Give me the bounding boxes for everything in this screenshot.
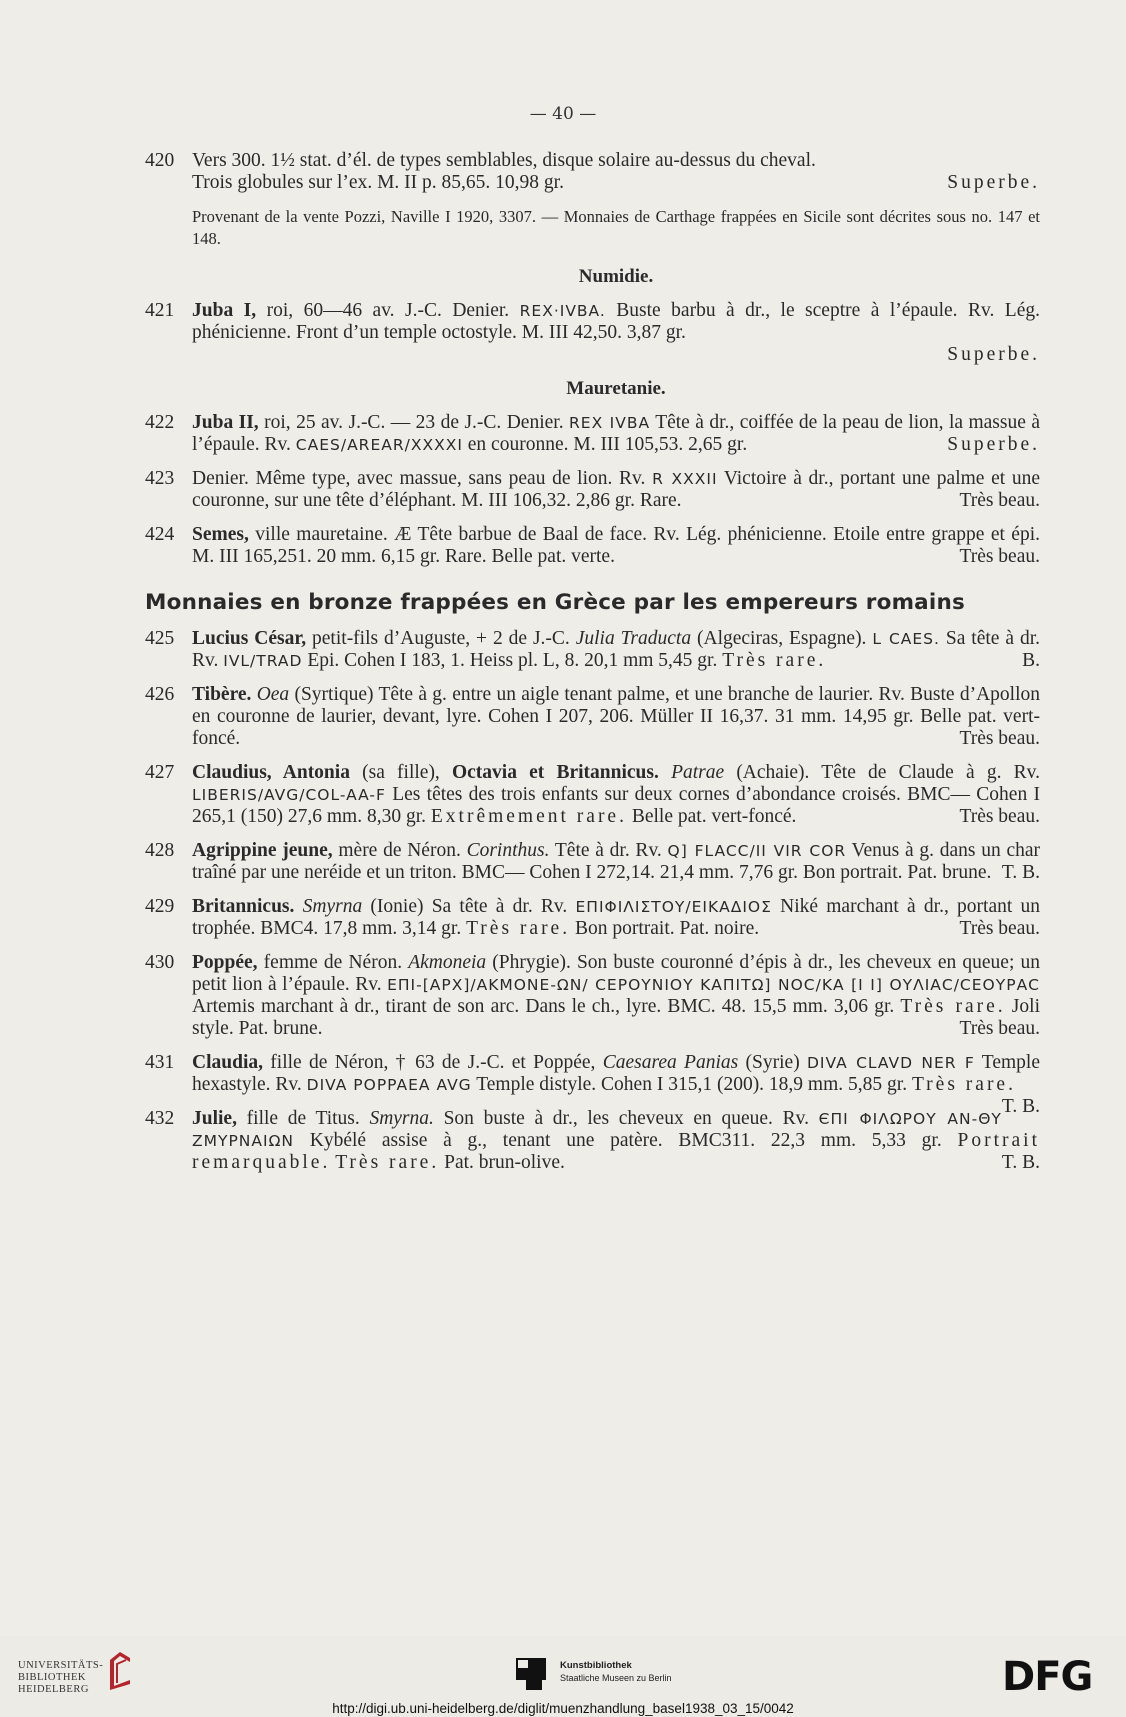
entry-text: Son buste à dr., les cheveux en queue. Rv. (433, 1108, 819, 1129)
entry-text: Niké marchant à dr., portant un trophée. BMC4. 17,8 mm. 3,14 gr. (192, 896, 1040, 939)
entry-number: 424 (145, 524, 175, 545)
entry-text: (Syrie) (738, 1052, 807, 1073)
entry-text: Temple distyle. Cohen I 315,1 (200). 18,9 mm. 5,85 gr. (471, 1074, 912, 1095)
entry-number: 427 (145, 762, 175, 783)
rarity: Portrait remarquable. (192, 1130, 1040, 1173)
coin-legend: DIVA POPPAEA AVG (306, 1076, 472, 1094)
university-library-label (18, 1660, 103, 1696)
coin-legend: REX·IVBA. (519, 302, 606, 320)
coin-legend: IVL/TRAD (223, 652, 303, 670)
entry-429 (145, 896, 1040, 940)
entry-text: Buste barbu à dr., le sceptre à l’épaule. Rv. Lég. phénicienne. Front d’un temple octostyle. M. III 42,50. 3,87 gr. (192, 300, 1040, 343)
university-logo-icon (106, 1650, 134, 1692)
region-heading-mauretanie: Mauretanie. (566, 378, 666, 399)
provenance-note: Provenant de la vente Pozzi, Naville I 1920, 3307. — Monnaies de Carthage frappées en Sicile sont décrites sous no. 147 et 148. (192, 207, 1040, 248)
entry-text: femme de Néron. (257, 952, 409, 973)
entry-text: Kybélé assise à g., tenant une patère. BMC311. 22,3 mm. 5,33 gr. (294, 1130, 958, 1151)
entry-431 (145, 1052, 1040, 1117)
entry-424 (145, 524, 1040, 568)
entry-text: Temple hexastyle. Rv. (192, 1052, 1040, 1095)
entry-number: 430 (145, 952, 175, 973)
entry-text: Venus à g. dans un char traîné par une neréide et un triton. BMC— Cohen I 272,14. 21,4 mm. 7,76 gr. Bon portrait. Pat. brune. (192, 840, 1041, 883)
entry-text: mère de Néron. (332, 840, 467, 861)
grade: Très beau. (959, 806, 1040, 827)
entry-text-line1: Vers 300. 1½ stat. d’él. de types semblables, disque solaire au-dessus du cheval. (192, 150, 816, 171)
grade: Très beau. (959, 490, 1040, 511)
grade: T. B. (1001, 1096, 1040, 1117)
ruler-name: Juba I, (192, 300, 257, 321)
ruler-name: Julie, (192, 1108, 237, 1129)
entry-text: Epi. Cohen I 183, 1. Heiss pl. L, 8. 20,1 mm 5,45 gr. (302, 650, 723, 671)
entry-number: 422 (145, 412, 175, 433)
entry-number: 425 (145, 628, 175, 649)
entry-text: fille de Titus. (236, 1108, 370, 1129)
grade: Superbe. (947, 344, 1040, 365)
city-name: Semes, (192, 524, 249, 545)
ruler-name: Lucius César, (192, 628, 307, 649)
entry-text: roi, 60—46 av. J.-C. Denier. (256, 300, 520, 321)
uni-line: UNIVERSITÄTS- (18, 1660, 104, 1671)
ruler-name: Claudia, (192, 1052, 263, 1073)
grade: Très beau. (959, 728, 1040, 749)
entry-text: Joli style. Pat. brune. (192, 996, 1040, 1039)
grade: Très beau. (959, 546, 1040, 567)
region-heading-numidie: Numidie. (578, 266, 654, 287)
entry-number: 431 (145, 1052, 175, 1073)
entry-text: Belle pat. vert-foncé. (626, 806, 797, 827)
ruler-name: Claudius, Antonia (192, 762, 350, 783)
page-number: — 40 — (529, 104, 597, 124)
entry-number: 429 (145, 896, 175, 917)
mint-place: Patrae (671, 762, 725, 783)
digitization-footer (0, 1636, 1126, 1717)
catalogue-content (145, 150, 1040, 1186)
coin-legend: CAES/AREAR/XXXXI (295, 436, 463, 454)
mint-place: Smyrna (302, 896, 363, 917)
entry-432 (145, 1108, 1040, 1174)
uni-line: HEIDELBERG (18, 1684, 89, 1695)
entry-text: (sa fille), (349, 762, 452, 783)
entry-423 (145, 468, 1040, 512)
ruler-name: Juba II, (192, 412, 259, 433)
entry-text: (Phrygie). Son buste couronné d’épis à dr., les cheveux en queue; un petit lion à l’épaule. Rv. (192, 952, 1040, 995)
entry-text: ville mauretaine. Æ Tête barbue de Baal de face. Rv. Lég. phénicienne. Etoile entre grappe et épi. M. III 165,251. 20 mm. 6,15 gr. Rare. Belle pat. verte. (192, 524, 1040, 567)
entry-427 (145, 762, 1040, 828)
entry-text: (Syrtique) Tête à g. entre un aigle tenant palme, et une branche de laurier. Rv. Buste d’Apollon en couronne de laurier, devant, lyre. Cohen I 207, 206. Müller II 16,37. 31 mm. 14,95 gr. Belle pat. vert-foncé. (192, 684, 1040, 749)
coin-legend: LIBERIS/AVG/COL-AA-F (192, 786, 386, 804)
ruler-name: Octavia et Britannicus. (451, 762, 659, 783)
entry-text: Pat. brun-olive. (439, 1152, 565, 1173)
entry-text: Tête à dr., coiffée de la peau de lion, la massue à l’épaule. Rv. (192, 412, 1040, 455)
uni-line: BIBLIOTHEK (18, 1672, 86, 1683)
entry-number: 432 (145, 1108, 175, 1129)
grade: T. B. (1001, 862, 1040, 883)
entry-text: Denier. Même type, avec massue, sans peau de lion. Rv. (192, 468, 653, 489)
entry-text: Tête à dr. Rv. (549, 840, 668, 861)
entry-text: petit-fils d’Auguste, + 2 de J.-C. (306, 628, 576, 649)
coin-legend: ЄΠΙ ΦΙΛΩΡΟΥ ΑΝ-ΘΥ ΖΜΥΡΝΑΙΩΝ (192, 1110, 1002, 1150)
mint-place: Akmoneia (408, 952, 487, 973)
entry-text: fille de Néron, † 63 de J.-C. et Poppée, (262, 1052, 603, 1073)
rarity: Extrêmement rare. (430, 806, 627, 827)
coin-legend: R XXXII (652, 470, 718, 488)
entry-text: (Ionie) Sa tête à dr. Rv. (362, 896, 576, 917)
rarity: Très rare. (911, 1074, 1016, 1095)
rarity: Très rare. (900, 996, 1006, 1017)
entry-number: 423 (145, 468, 175, 489)
entry-425 (145, 628, 1040, 672)
source-url[interactable]: http://digi.ub.uni-heidelberg.de/diglit/muenzhandlung_basel1938_03_15/0042 (332, 1701, 794, 1716)
ruler-name: Agrippine jeune, (192, 840, 333, 861)
entry-text: (Algeciras, Espagne). (691, 628, 873, 649)
kunstbibliothek-logo-icon (516, 1658, 546, 1690)
entry-text: (Achaie). Tête de Claude à g. Rv. (724, 762, 1041, 783)
ruler-name: Tibère. (192, 684, 252, 705)
section-heading: Monnaies en bronze frappées en Grèce par les empereurs romains (145, 590, 965, 615)
coin-legend: ΕΠΙ-[ΑΡΧ]/ΑΚΜΟΝΕ-ΩΝ/ CΕΡΟΥΝΙΟΥ ΚΑΠΙΤΩ] ΝΟC/ΚΑ [Ι Ι] ΟΥΛΙΑC/CΕΟΥΡΑC (387, 976, 1040, 994)
entry-text: en couronne. M. III 105,53. 2,65 gr. (462, 434, 748, 455)
rarity: Très rare. (335, 1152, 440, 1173)
entry-text: roi, 25 av. J.-C. — 23 de J.-C. Denier. (258, 412, 570, 433)
kb-line: Kunstbibliothek (560, 1660, 632, 1671)
entry-420 (145, 150, 1040, 194)
entry-421 (145, 300, 1040, 366)
grade: Superbe. (947, 434, 1040, 455)
entry-text: Artemis marchant à dr., tirant de son arc. Dans le ch., lyre. BMC. 48. 15,5 mm. 3,06 gr. (192, 996, 901, 1017)
rarity: Très rare. (722, 650, 827, 671)
coin-legend: DIVA CLAVD NER F (807, 1054, 975, 1072)
coin-legend: ΕΠΙΦΙΛΙΣΤΟΥ/ΕΙΚΑΔΙΟΣ (575, 898, 772, 916)
entry-428 (145, 840, 1040, 884)
mint-place: Oea (256, 684, 290, 705)
grade: T. B. (1001, 1152, 1040, 1173)
ruler-name: Poppée, (192, 952, 258, 973)
entry-text-line2: Trois globules sur l’ex. M. II p. 85,65. 10,98 gr. (192, 172, 564, 193)
rarity: Très rare. (466, 918, 571, 939)
entry-text: Victoire à dr., portant une palme et une couronne, sur une tête d’éléphant. M. III 106,32. 2,86 gr. Rare. (192, 468, 1040, 511)
coin-legend: L CAES. (872, 630, 940, 648)
entry-text: Bon portrait. Pat. noire. (570, 918, 760, 939)
entry-number: 428 (145, 840, 175, 861)
ruler-name: Britannicus. (192, 896, 295, 917)
grade: Superbe. (947, 172, 1040, 193)
entry-text: Les têtes des trois enfants sur deux cornes d’abondance croisés. BMC— Cohen I 265,1 (150) 27,6 mm. 8,30 gr. (192, 784, 1040, 827)
coin-legend: Q] FLACC/II VIR COR (667, 842, 847, 860)
entry-number: 420 (145, 150, 175, 171)
dfg-logo: DFG (1002, 1654, 1093, 1700)
grade: Très beau. (959, 1018, 1040, 1039)
mint-place: Caesarea Panias (602, 1052, 739, 1073)
entry-426 (145, 684, 1040, 750)
kb-line: Staatliche Museen zu Berlin (560, 1673, 672, 1683)
entry-number: 426 (145, 684, 175, 705)
entry-430 (145, 952, 1040, 1040)
coin-legend: REX IVBA (569, 414, 651, 432)
mint-place: Corinthus. (466, 840, 550, 861)
mint-place: Smyrna. (369, 1108, 434, 1129)
entry-number: 421 (145, 300, 175, 321)
kunstbibliothek-label (560, 1659, 672, 1685)
mint-place: Julia Traducta (575, 628, 692, 649)
entry-422 (145, 412, 1040, 456)
entry-text: Sa tête à dr. Rv. (192, 628, 1040, 671)
grade: B. (1022, 650, 1040, 671)
grade: Très beau. (959, 918, 1040, 939)
